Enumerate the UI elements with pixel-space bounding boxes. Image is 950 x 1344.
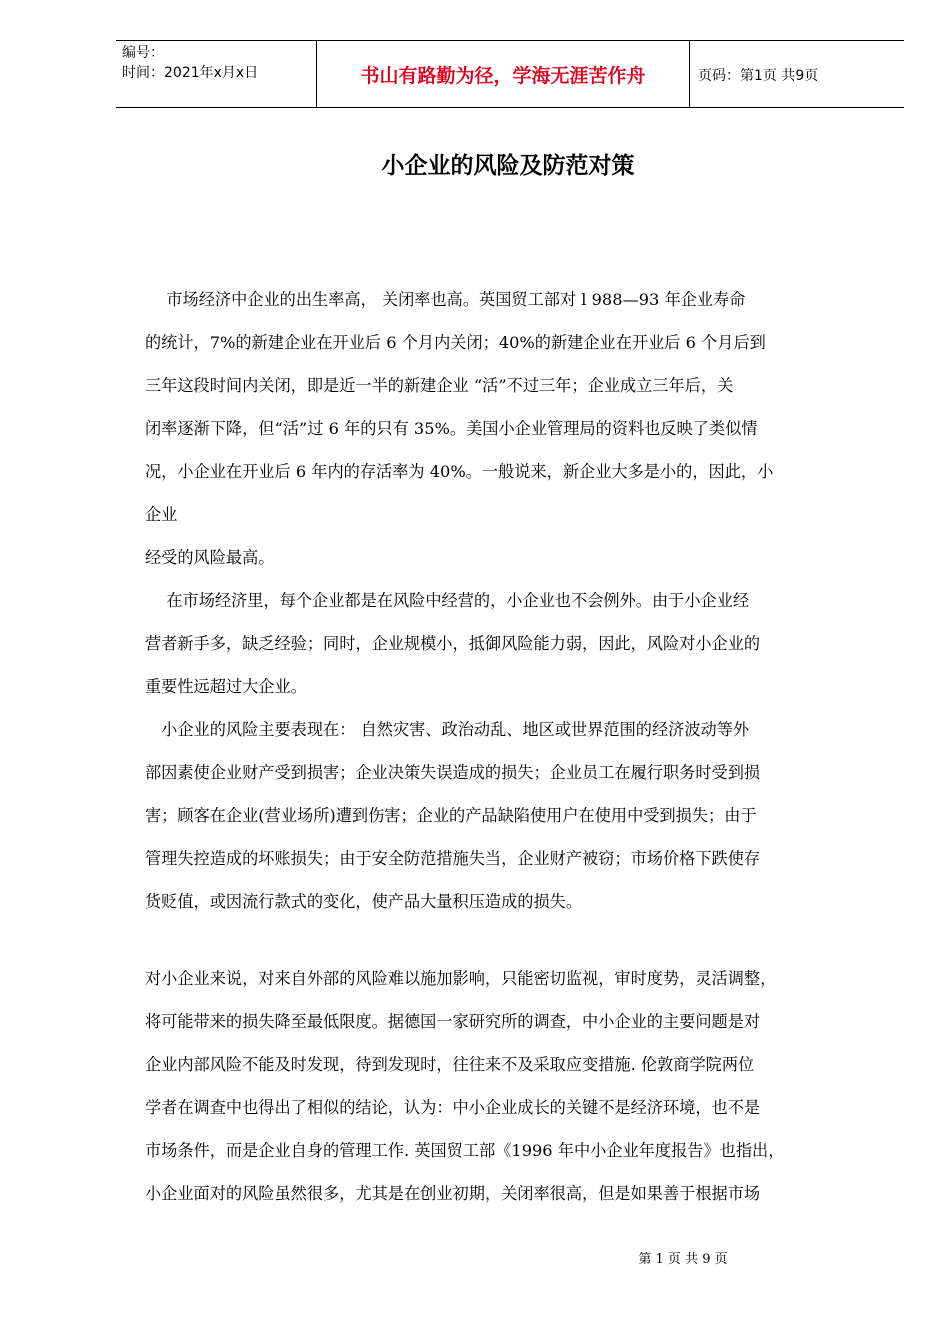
paragraph-gap	[145, 923, 885, 957]
body-line: 闭率逐渐下降，但“活”过 6 年的只有 35%。美国小企业管理局的资料也反映了类似情	[145, 419, 758, 438]
page-footer: 第 1 页 共 9 页	[638, 1252, 728, 1267]
body-line: 部因素使企业财产受到损害；企业决策失误造成的损失；企业员工在履行职务时受到损	[145, 763, 761, 782]
body-line: 企业	[145, 505, 178, 524]
body-line: 管理失控造成的坏账损失；由于安全防范措施失当，企业财产被窃；市场价格下跌使存	[145, 849, 761, 868]
body-line: 重要性远超过大企业。	[145, 677, 307, 696]
body-line: 货贬值，或因流行款式的变化，使产品大量积压造成的损失。	[145, 892, 583, 911]
header-table	[116, 40, 904, 108]
header-page-info: 页码：第1页 共9页	[698, 68, 819, 84]
document-body	[145, 278, 885, 1215]
body-line: 营者新手多，缺乏经验；同时，企业规模小，抵御风险能力弱，因此，风险对小企业的	[145, 634, 761, 653]
document-title: 小企业的风险及防范对策	[381, 152, 635, 179]
body-line: 市场经济中企业的出生率高， 关闭率也高。英国贸工部对 l 988—93 年企业寿命	[145, 290, 746, 309]
body-line: 学者在调查中也得出了相似的结论，认为：中小企业成长的关键不是经济环境，也不是	[145, 1098, 761, 1117]
serial-label: 编号：	[122, 45, 164, 61]
body-line: 经受的风险最高。	[145, 548, 275, 567]
body-line: 企业内部风险不能及时发现，待到发现时，往往来不及采取应变措施. 伦敦商学院两位	[145, 1055, 755, 1074]
header-motto: 书山有路勤为径，学海无涯苦作舟	[316, 41, 690, 107]
header-meta	[116, 41, 316, 107]
body-line: 小企业的风险主要表现在： 自然灾害、政治动乱、地区或世界范围的经济波动等外	[145, 720, 750, 739]
body-line: 市场条件，而是企业自身的管理工作. 英国贸工部《1996 年中小企业年度报告》也指出，	[145, 1141, 785, 1160]
body-line: 对小企业来说，对来自外部的风险难以施加影响，只能密切监视，审时度势，灵活调整，	[145, 969, 777, 988]
time-label: 时间：2021年x月x日	[122, 65, 259, 81]
body-line: 的统计，7%的新建企业在开业后 6 个月内关闭；40%的新建企业在开业后 6 个月后到	[145, 333, 766, 352]
body-line: 三年这段时间内关闭，即是近一半的新建企业 “活”不过三年；企业成立三年后，关	[145, 376, 734, 395]
body-line: 况，小企业在开业后 6 年内的存活率为 40%。一般说来，新企业大多是小的，因此，小	[145, 462, 774, 481]
body-line: 小企业面对的风险虽然很多，尤其是在创业初期，关闭率很高，但是如果善于根据市场	[145, 1184, 761, 1203]
body-line: 害；顾客在企业(营业场所)遭到伤害；企业的产品缺陷使用户在使用中受到损失；由于	[145, 806, 757, 825]
body-line: 在市场经济里，每个企业都是在风险中经营的，小企业也不会例外。由于小企业经	[145, 591, 750, 610]
body-line: 将可能带来的损失降至最低限度。据德国一家研究所的调查，中小企业的主要问题是对	[145, 1012, 761, 1031]
